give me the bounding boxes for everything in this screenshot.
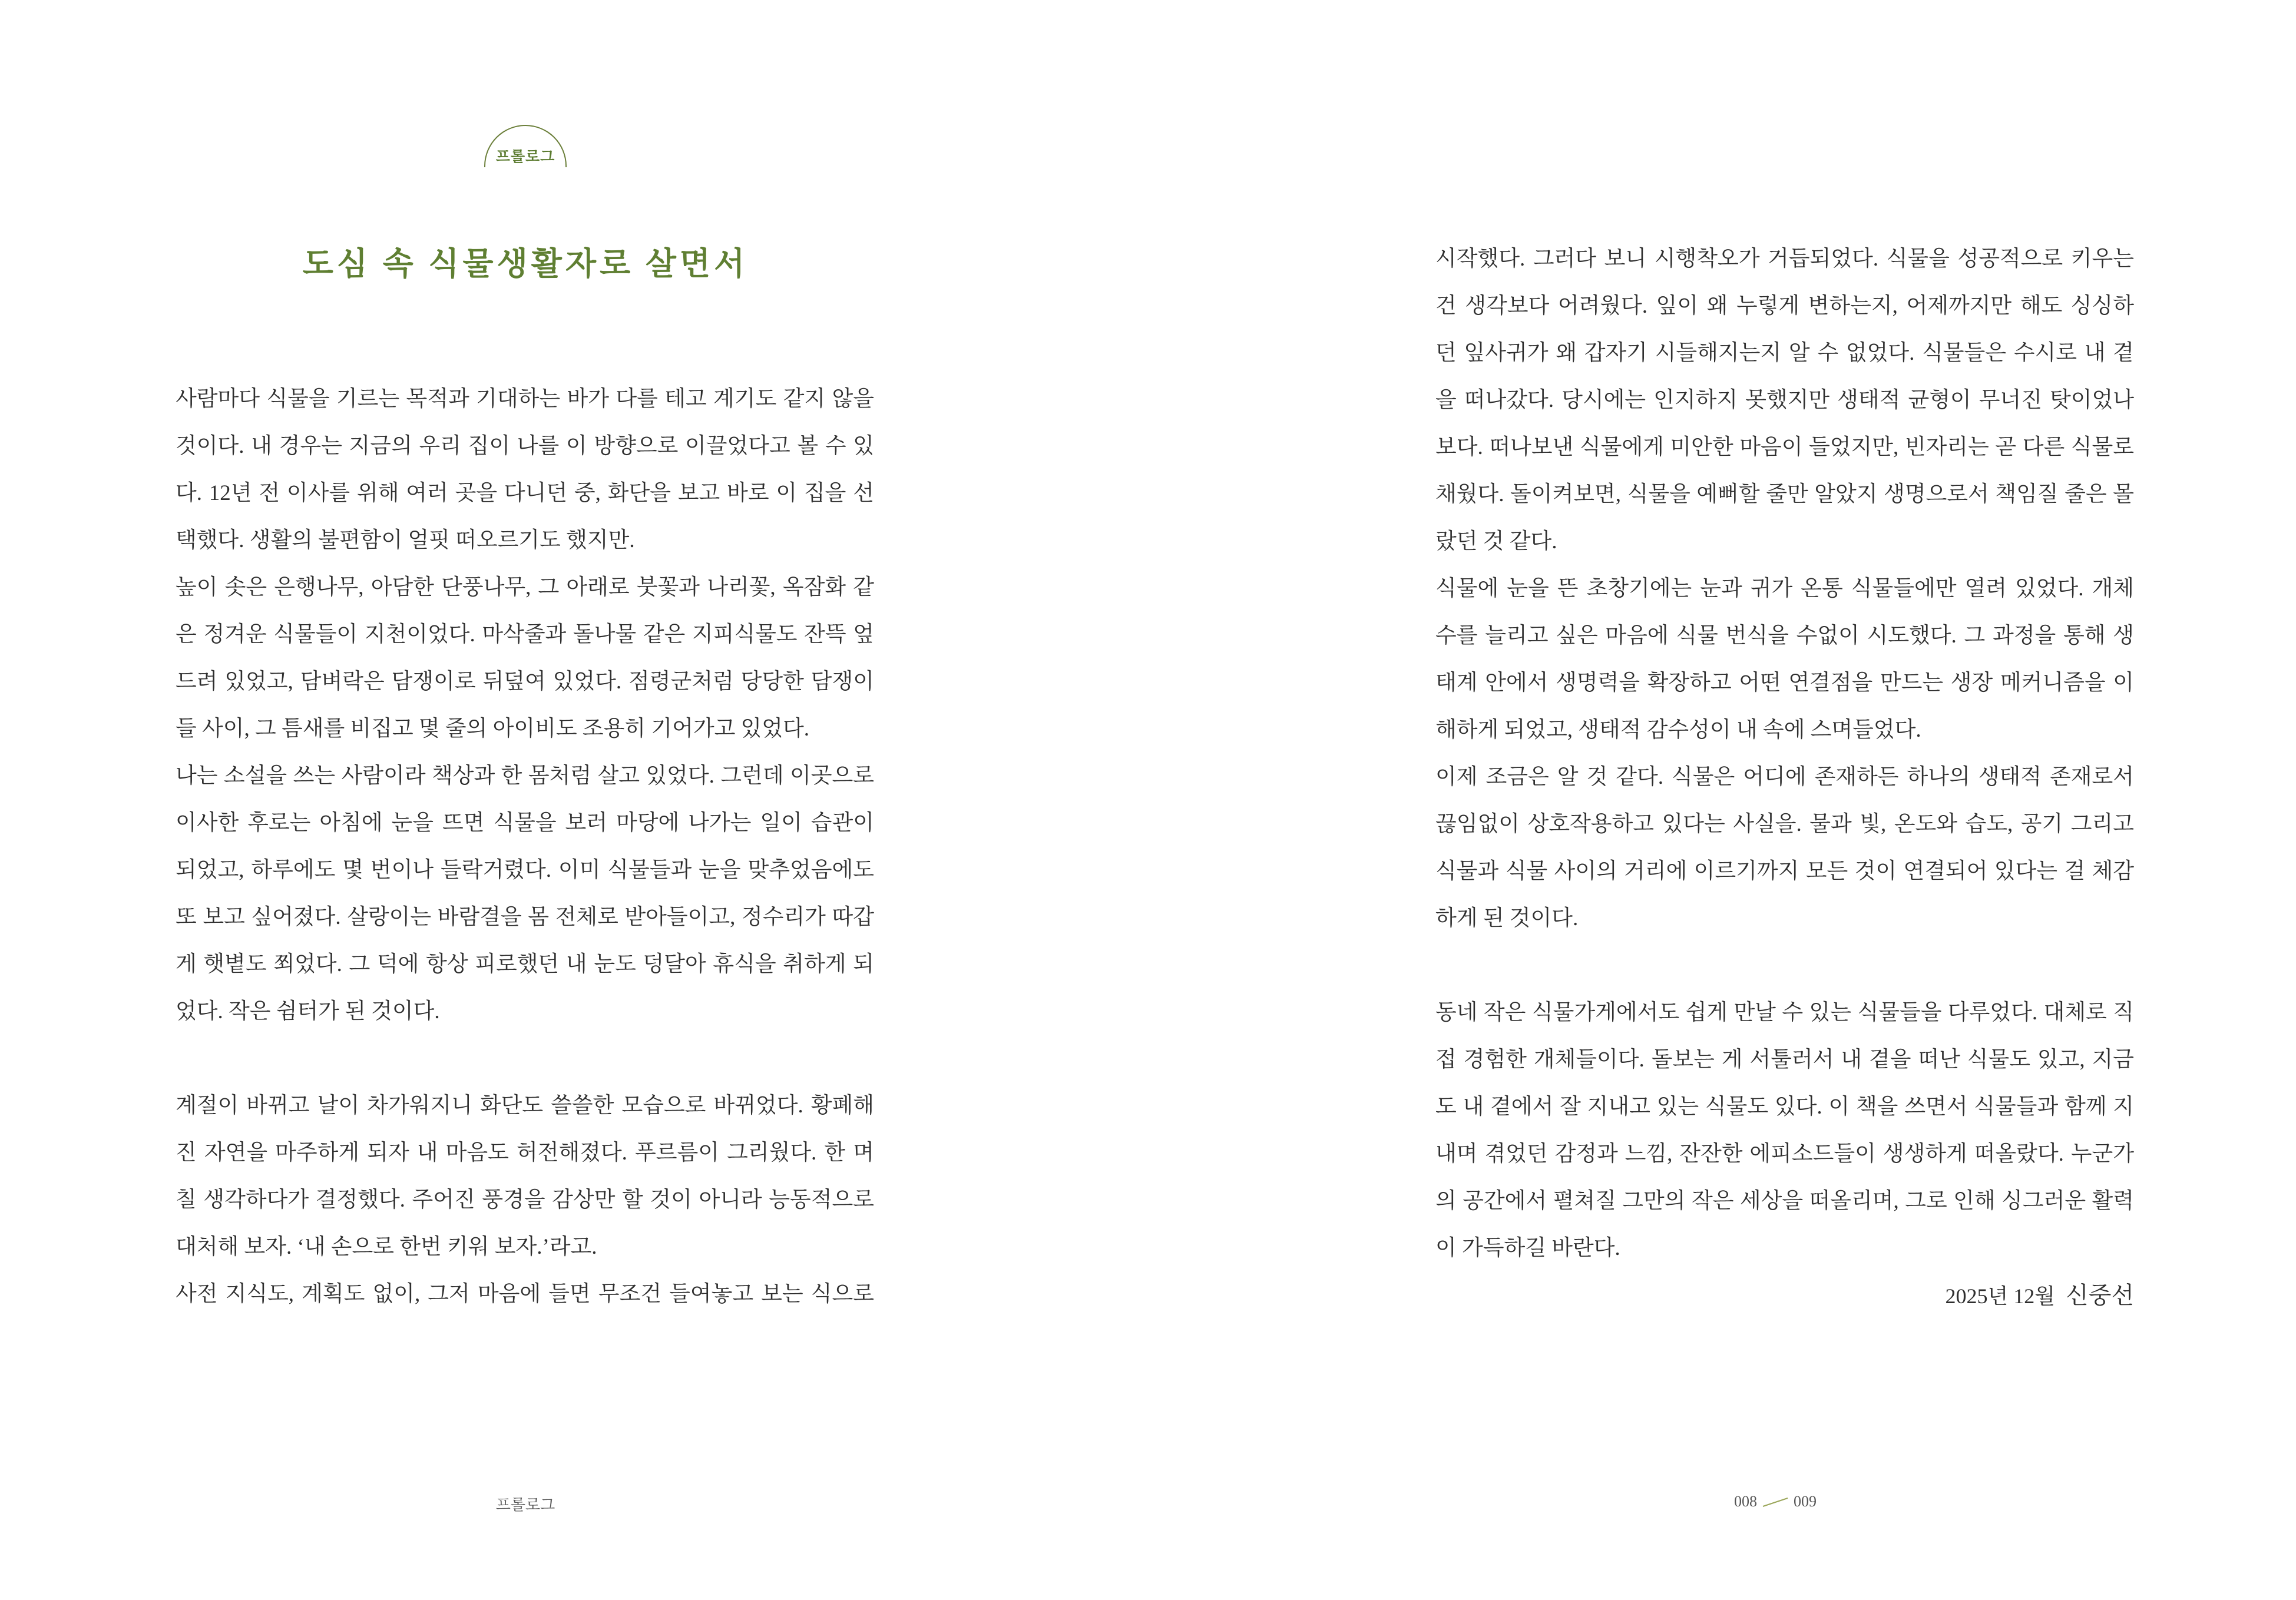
text-line: 칠 생각하다가 결정했다. 주어진 풍경을 감상만 할 것이 아니라 능동적으로 bbox=[176, 1188, 874, 1212]
text-line: 이제 조금은 알 것 같다. 식물은 어디에 존재하든 하나의 생태적 존재로서 bbox=[1435, 765, 2134, 789]
text-line: 식물에 눈을 뜬 초창기에는 눈과 귀가 온통 식물들에만 열려 있었다. 개체 bbox=[1435, 577, 2134, 601]
page-number-left: 008 bbox=[1734, 1493, 1757, 1510]
text-line: 높이 솟은 은행나무, 아담한 단풍나무, 그 아래로 붓꽃과 나리꽃, 옥잠화 같 bbox=[176, 575, 874, 599]
text-line: 것이다. 내 경우는 지금의 우리 집이 나를 이 방향으로 이끌었다고 볼 수 있 bbox=[176, 434, 874, 458]
signature bbox=[1946, 1272, 2134, 1319]
text-line: 해하게 되었고, 생태적 감수성이 내 속에 스며들었다. bbox=[1435, 718, 1921, 742]
text-line: 이사한 후로는 아침에 눈을 뜨면 식물을 보러 마당에 나가는 일이 습관이 bbox=[176, 811, 874, 835]
page-slash-icon bbox=[1761, 1495, 1790, 1509]
text-line: 던 잎사귀가 왜 갑자기 시들해지는지 알 수 없었다. 식물들은 수시로 내 곁 bbox=[1435, 341, 2134, 365]
text-line: 들 사이, 그 틈새를 비집고 몇 줄의 아이비도 조용히 기어가고 있었다. bbox=[176, 717, 810, 741]
text-line: 도 내 곁에서 잘 지내고 있는 식물도 있다. 이 책을 쓰면서 식물들과 함께 지 bbox=[1435, 1095, 2134, 1119]
text-line: 내며 겪었던 감정과 느낌, 잔잔한 에피소드들이 생생하게 떠올랐다. 누군가 bbox=[1435, 1142, 2134, 1166]
text-line: 이 가득하길 바란다. bbox=[1435, 1236, 1620, 1260]
chapter-badge bbox=[484, 125, 567, 167]
text-line: 택했다. 생활의 불편함이 얼핏 떠오르기도 했지만. bbox=[176, 528, 635, 552]
text-line: 또 보고 싶어졌다. 살랑이는 바람결을 몸 전체로 받아들이고, 정수리가 따갑 bbox=[176, 905, 874, 929]
running-footer: 프롤로그 bbox=[495, 1496, 555, 1513]
chapter-badge-label: 프롤로그 bbox=[495, 149, 555, 165]
signature-author: 신중선 bbox=[2066, 1282, 2134, 1309]
text-line: 되었고, 하루에도 몇 번이나 들락거렸다. 이미 식물들과 눈을 맞추었음에도 bbox=[176, 858, 874, 882]
text-line: 하게 된 것이다. bbox=[1435, 906, 1579, 930]
text-line: 었다. 작은 쉼터가 된 것이다. bbox=[176, 999, 440, 1023]
text-line: 보다. 떠나보낸 식물에게 미안한 마음이 들었지만, 빈자리는 곧 다른 식물로 bbox=[1435, 435, 2134, 459]
text-line: 다. 12년 전 이사를 위해 여러 곳을 다니던 중, 화단을 보고 바로 이 집을 선 bbox=[176, 481, 874, 505]
text-line: 태계 안에서 생명력을 확장하고 어떤 연결점을 만드는 생장 메커니즘을 이 bbox=[1435, 671, 2134, 695]
page-numbers bbox=[1734, 1493, 1817, 1510]
page-number-right: 009 bbox=[1794, 1493, 1817, 1510]
text-line: 게 햇볕도 쬐었다. 그 덕에 항상 피로했던 내 눈도 덩달아 휴식을 취하게 되 bbox=[176, 952, 874, 976]
text-line: 을 떠나갔다. 당시에는 인지하지 못했지만 생태적 균형이 무너진 탓이었나 bbox=[1435, 388, 2134, 412]
text-line: 대처해 보자. ‘내 손으로 한번 키워 보자.’라고. bbox=[176, 1235, 597, 1259]
text-line: 동네 작은 식물가게에서도 쉽게 만날 수 있는 식물들을 다루었다. 대체로 직 bbox=[1435, 1001, 2134, 1025]
text-line: 끊임없이 상호작용하고 있다는 사실을. 물과 빛, 온도와 습도, 공기 그리고 bbox=[1435, 812, 2134, 836]
text-line: 의 공간에서 펼쳐질 그만의 작은 세상을 떠올리며, 그로 인해 싱그러운 활력 bbox=[1435, 1189, 2134, 1213]
text-line: 식물과 식물 사이의 거리에 이르기까지 모든 것이 연결되어 있다는 걸 체감 bbox=[1435, 859, 2134, 883]
signature-date: 2025년 12월 bbox=[1945, 1284, 2056, 1308]
text-line: 드려 있었고, 담벼락은 담쟁이로 뒤덮여 있었다. 점령군처럼 당당한 담쟁이 bbox=[176, 670, 874, 694]
text-line: 채웠다. 돌이켜보면, 식물을 예뻐할 줄만 알았지 생명으로서 책임질 줄은 몰 bbox=[1435, 482, 2134, 506]
chapter-title: 도심 속 식물생활자로 살면서 bbox=[302, 246, 749, 281]
text-line: 사람마다 식물을 기르는 목적과 기대하는 바가 다를 테고 계기도 같지 않을 bbox=[176, 387, 874, 411]
text-line: 수를 늘리고 싶은 마음에 식물 번식을 수없이 시도했다. 그 과정을 통해 생 bbox=[1435, 624, 2134, 648]
text-line: 시작했다. 그러다 보니 시행착오가 거듭되었다. 식물을 성공적으로 키우는 bbox=[1435, 247, 2134, 271]
text-line: 랐던 것 같다. bbox=[1435, 529, 1557, 554]
right-page bbox=[1148, 0, 2296, 1600]
text-line: 진 자연을 마주하게 되자 내 마음도 허전해졌다. 푸르름이 그리웠다. 한 며 bbox=[176, 1141, 874, 1165]
text-line: 사전 지식도, 계획도 없이, 그저 마음에 들면 무조건 들여놓고 보는 식으로 bbox=[176, 1282, 874, 1306]
text-line: 접 경험한 개체들이다. 돌보는 게 서툴러서 내 곁을 떠난 식물도 있고, 지금 bbox=[1435, 1048, 2134, 1072]
text-line: 나는 소설을 쓰는 사람이라 책상과 한 몸처럼 살고 있었다. 그런데 이곳으로 bbox=[176, 764, 874, 788]
text-line: 계절이 바뀌고 날이 차가워지니 화단도 쓸쓸한 모습으로 바뀌었다. 황폐해 bbox=[176, 1094, 874, 1118]
text-line: 건 생각보다 어려웠다. 잎이 왜 누렇게 변하는지, 어제까지만 해도 싱싱하 bbox=[1435, 294, 2134, 318]
text-line: 은 정겨운 식물들이 지천이었다. 마삭줄과 돌나물 같은 지피식물도 잔뜩 엎 bbox=[176, 622, 874, 647]
